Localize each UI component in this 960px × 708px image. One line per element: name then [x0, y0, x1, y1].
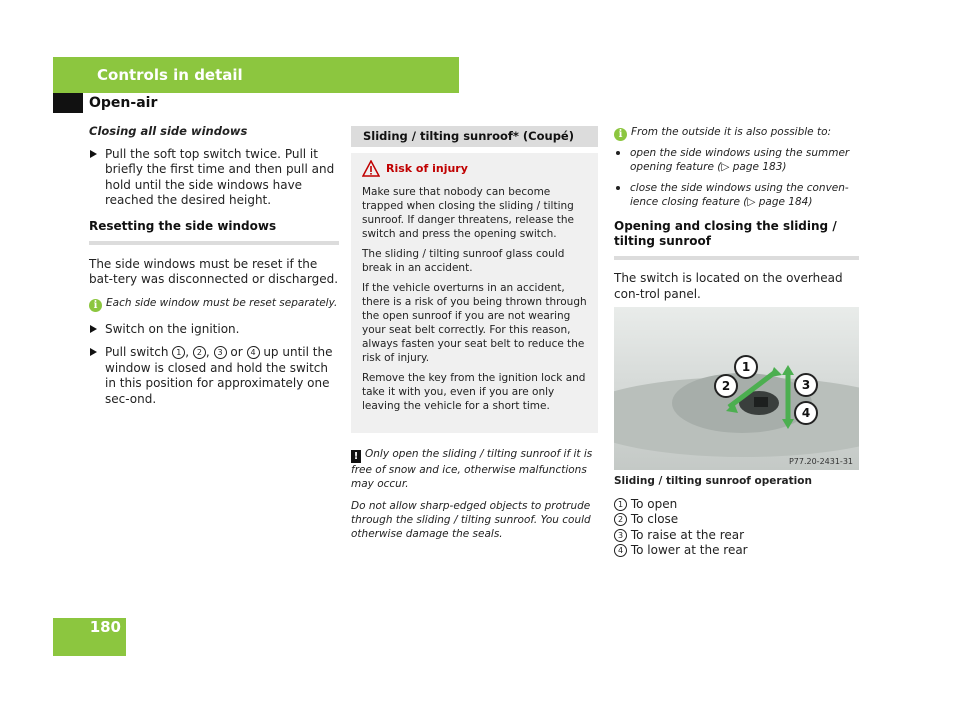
photo-caption: Sliding / tilting sunroof operation	[614, 475, 812, 487]
legend-item: 2 To close	[614, 512, 859, 528]
page-number: 180	[89, 618, 121, 636]
switch-number: 4	[247, 346, 260, 359]
photo-legend	[614, 474, 859, 559]
notice-icon: !	[351, 450, 361, 463]
bullet-triangle-icon	[90, 325, 97, 333]
sunroof-operation-heading: Opening and closing the sliding / tilting sunroof	[614, 219, 837, 248]
switch-number: 1	[172, 346, 185, 359]
subsection-tab	[53, 93, 83, 113]
legend-item: 1 To open	[614, 497, 859, 513]
notice-block	[351, 447, 601, 541]
location-text: The switch is located on the overhead con-trol panel.	[614, 271, 843, 301]
sunroof-heading: Sliding / tilting sunroof* (Coupé)	[363, 129, 574, 143]
switch-number: 3	[214, 346, 227, 359]
left-column	[89, 124, 339, 407]
subsection-title: Open-air	[89, 95, 158, 111]
closing-heading: Closing all side windows	[89, 124, 248, 138]
section-title: Controls in detail	[97, 66, 243, 84]
info-item: close the side windows using the conven-ience closing feature (▷ page 184)	[614, 181, 859, 209]
callout-4: 4	[794, 401, 818, 425]
warning-paragraph: Make sure that nobody can become trapped when closing the sliding / tilting sunroof. If danger threatens, release the switch and press the opening switch.	[362, 186, 574, 240]
resetting-heading: Resetting the side windows	[89, 218, 277, 233]
right-column	[614, 125, 859, 302]
callout-1: 1	[734, 355, 758, 379]
info-icon: i	[89, 299, 102, 312]
info-intro: i From the outside it is also possible to:	[614, 125, 859, 141]
closing-step: Pull the soft top switch twice. Pull it briefly the first time and then pull and hold until the side windows have reached the desired height.	[89, 147, 339, 209]
resetting-text: The side windows must be reset if the bat-tery was disconnected or discharged.	[89, 256, 339, 286]
info-icon: i	[614, 128, 627, 141]
warning-paragraph: Remove the key from the ignition lock and take it with you, even if you are only leaving the vehicle for a short time.	[362, 372, 586, 412]
warning-box	[351, 153, 598, 433]
heading-rule	[89, 241, 339, 245]
callout-2: 2	[714, 374, 738, 398]
warning-paragraph: The sliding / tilting sunroof glass could break in an accident.	[362, 248, 565, 274]
step-ignition: Switch on the ignition.	[89, 322, 339, 338]
callout-3: 3	[794, 373, 818, 397]
overhead-panel-photo	[614, 307, 859, 470]
photo-code: P77.20-2431-31	[788, 457, 853, 466]
warning-title: Risk of injury	[386, 162, 468, 175]
heading-rule	[614, 256, 859, 260]
bullet-triangle-icon	[90, 348, 97, 356]
sunroof-heading-bar	[351, 126, 598, 147]
notice-2: Do not allow sharp-edged objects to protrude through the sliding / tilting sunroof. You could otherwise damage the seals.	[351, 500, 591, 540]
warning-paragraph: If the vehicle overturns in an accident, there is a risk of you being thrown through the open sunroof if you are not wearing your seat belt correctly. For this reason, always fasten your seat belt to reduce the risk of injury.	[362, 282, 587, 364]
notice-1: ! Only open the sliding / tilting sunroof if it is free of snow and ice, otherwise malfunctions may occur.	[351, 448, 593, 490]
legend-item: 4 To lower at the rear	[614, 543, 859, 559]
step-pull-switch: Pull switch 1 , 2 , 3 or 4 up until the window is closed and hold the switch in this position for approximately one sec-ond.	[89, 345, 339, 407]
info-note: i Each side window must be reset separately.	[89, 296, 339, 312]
info-item: open the side windows using the summer opening feature (▷ page 183)	[614, 146, 859, 174]
bullet-triangle-icon	[90, 150, 97, 158]
warning-triangle-icon	[362, 160, 380, 177]
legend-item: 3 To raise at the rear	[614, 528, 859, 544]
switch-number: 2	[193, 346, 206, 359]
